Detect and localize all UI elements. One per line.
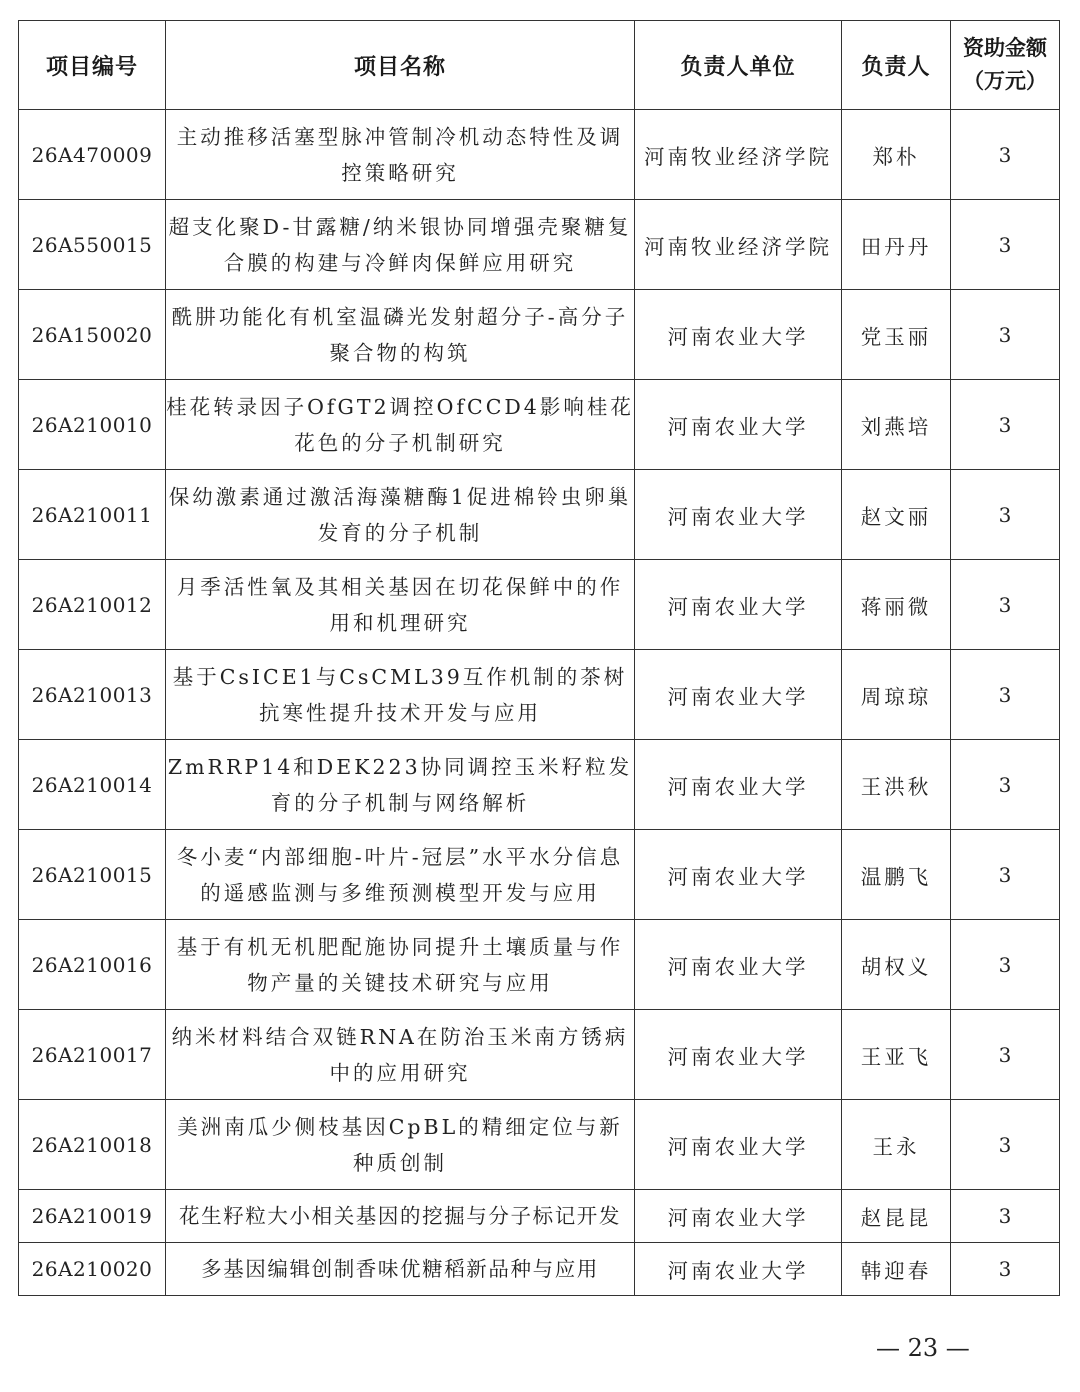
responsible-person-cell: 田丹丹 [842, 200, 951, 290]
responsible-person-cell: 党玉丽 [842, 290, 951, 380]
funding-amount-cell: 3 [951, 110, 1060, 200]
table-row [19, 380, 1060, 470]
responsible-unit-cell: 河南农业大学 [635, 1010, 842, 1100]
funding-amount-cell: 3 [951, 290, 1060, 380]
project-name-cell: 保幼激素通过激活海藻糖酶1促进棉铃虫卵巢发育的分子机制 [166, 470, 635, 560]
table-row [19, 1100, 1060, 1190]
responsible-unit-cell: 河南农业大学 [635, 920, 842, 1010]
funding-amount-cell: 3 [951, 560, 1060, 650]
header-project-code: 项目编号 [19, 21, 166, 110]
funding-amount-cell: 3 [951, 740, 1060, 830]
project-name-cell: ZmRRP14和DEK223协同调控玉米籽粒发育的分子机制与网络解析 [166, 740, 635, 830]
funding-amount-cell: 3 [951, 1010, 1060, 1100]
responsible-person-cell: 刘燕培 [842, 380, 951, 470]
table-row [19, 650, 1060, 740]
project-name-cell: 月季活性氧及其相关基因在切花保鲜中的作用和机理研究 [166, 560, 635, 650]
table-row [19, 1190, 1060, 1243]
project-code-cell: 26A210010 [19, 380, 166, 470]
responsible-person-cell: 赵文丽 [842, 470, 951, 560]
project-code-cell: 26A470009 [19, 110, 166, 200]
responsible-unit-cell: 河南农业大学 [635, 740, 842, 830]
responsible-person-cell: 王亚飞 [842, 1010, 951, 1100]
project-funding-table [18, 20, 1060, 1296]
header-responsible-person: 负责人 [842, 21, 951, 110]
table-row [19, 830, 1060, 920]
project-name-cell: 桂花转录因子OfGT2调控OfCCD4影响桂花花色的分子机制研究 [166, 380, 635, 470]
responsible-person-cell: 郑朴 [842, 110, 951, 200]
project-name-cell: 多基因编辑创制香味优糖稻新品种与应用 [166, 1243, 635, 1296]
header-funding-amount [951, 21, 1060, 110]
project-name-cell: 基于有机无机肥配施协同提升土壤质量与作物产量的关键技术研究与应用 [166, 920, 635, 1010]
project-code-cell: 26A150020 [19, 290, 166, 380]
page-number: — 23 — [876, 1334, 970, 1362]
responsible-unit-cell: 河南农业大学 [635, 290, 842, 380]
project-code-cell: 26A210019 [19, 1190, 166, 1243]
funding-amount-cell: 3 [951, 1100, 1060, 1190]
project-name-cell: 花生籽粒大小相关基因的挖掘与分子标记开发 [166, 1190, 635, 1243]
project-code-cell: 26A210012 [19, 560, 166, 650]
responsible-unit-cell: 河南农业大学 [635, 560, 842, 650]
funding-amount-cell: 3 [951, 920, 1060, 1010]
responsible-unit-cell: 河南农业大学 [635, 470, 842, 560]
project-name-cell: 主动推移活塞型脉冲管制冷机动态特性及调控策略研究 [166, 110, 635, 200]
responsible-person-cell: 胡权义 [842, 920, 951, 1010]
header-funding-amount-label: 资助金额 [963, 36, 1047, 60]
responsible-unit-cell: 河南农业大学 [635, 1243, 842, 1296]
funding-amount-cell: 3 [951, 830, 1060, 920]
header-funding-amount-unit: （万元） [963, 69, 1047, 93]
responsible-unit-cell: 河南农业大学 [635, 1100, 842, 1190]
funding-amount-cell: 3 [951, 380, 1060, 470]
funding-amount-cell: 3 [951, 1190, 1060, 1243]
funding-amount-cell: 3 [951, 200, 1060, 290]
header-responsible-unit: 负责人单位 [635, 21, 842, 110]
table-row [19, 470, 1060, 560]
project-name-cell: 基于CsICE1与CsCML39互作机制的茶树抗寒性提升技术开发与应用 [166, 650, 635, 740]
responsible-unit-cell: 河南牧业经济学院 [635, 110, 842, 200]
table-row [19, 110, 1060, 200]
funding-amount-cell: 3 [951, 470, 1060, 560]
table-header-row [19, 21, 1060, 110]
project-name-cell: 超支化聚D-甘露糖/纳米银协同增强壳聚糖复合膜的构建与冷鲜肉保鲜应用研究 [166, 200, 635, 290]
funding-amount-cell: 3 [951, 650, 1060, 740]
responsible-person-cell: 王永 [842, 1100, 951, 1190]
responsible-unit-cell: 河南牧业经济学院 [635, 200, 842, 290]
header-project-name: 项目名称 [166, 21, 635, 110]
project-name-cell: 冬小麦“内部细胞-叶片-冠层”水平水分信息的遥感监测与多维预测模型开发与应用 [166, 830, 635, 920]
responsible-unit-cell: 河南农业大学 [635, 1190, 842, 1243]
table-row [19, 200, 1060, 290]
project-code-cell: 26A210015 [19, 830, 166, 920]
project-code-cell: 26A210013 [19, 650, 166, 740]
project-code-cell: 26A210011 [19, 470, 166, 560]
table-row [19, 1243, 1060, 1296]
responsible-unit-cell: 河南农业大学 [635, 650, 842, 740]
project-name-cell: 酰肼功能化有机室温磷光发射超分子-高分子聚合物的构筑 [166, 290, 635, 380]
project-name-cell: 纳米材料结合双链RNA在防治玉米南方锈病中的应用研究 [166, 1010, 635, 1100]
project-code-cell: 26A550015 [19, 200, 166, 290]
responsible-person-cell: 温鹏飞 [842, 830, 951, 920]
table-row [19, 290, 1060, 380]
project-code-cell: 26A210017 [19, 1010, 166, 1100]
project-code-cell: 26A210016 [19, 920, 166, 1010]
project-code-cell: 26A210018 [19, 1100, 166, 1190]
responsible-person-cell: 赵昆昆 [842, 1190, 951, 1243]
table-row [19, 1010, 1060, 1100]
project-code-cell: 26A210020 [19, 1243, 166, 1296]
responsible-person-cell: 王洪秋 [842, 740, 951, 830]
project-code-cell: 26A210014 [19, 740, 166, 830]
responsible-person-cell: 韩迎春 [842, 1243, 951, 1296]
funding-amount-cell: 3 [951, 1243, 1060, 1296]
table-row [19, 560, 1060, 650]
responsible-unit-cell: 河南农业大学 [635, 830, 842, 920]
project-name-cell: 美洲南瓜少侧枝基因CpBL的精细定位与新种质创制 [166, 1100, 635, 1190]
table-row [19, 920, 1060, 1010]
responsible-unit-cell: 河南农业大学 [635, 380, 842, 470]
responsible-person-cell: 周琼琼 [842, 650, 951, 740]
table-row [19, 740, 1060, 830]
responsible-person-cell: 蒋丽微 [842, 560, 951, 650]
